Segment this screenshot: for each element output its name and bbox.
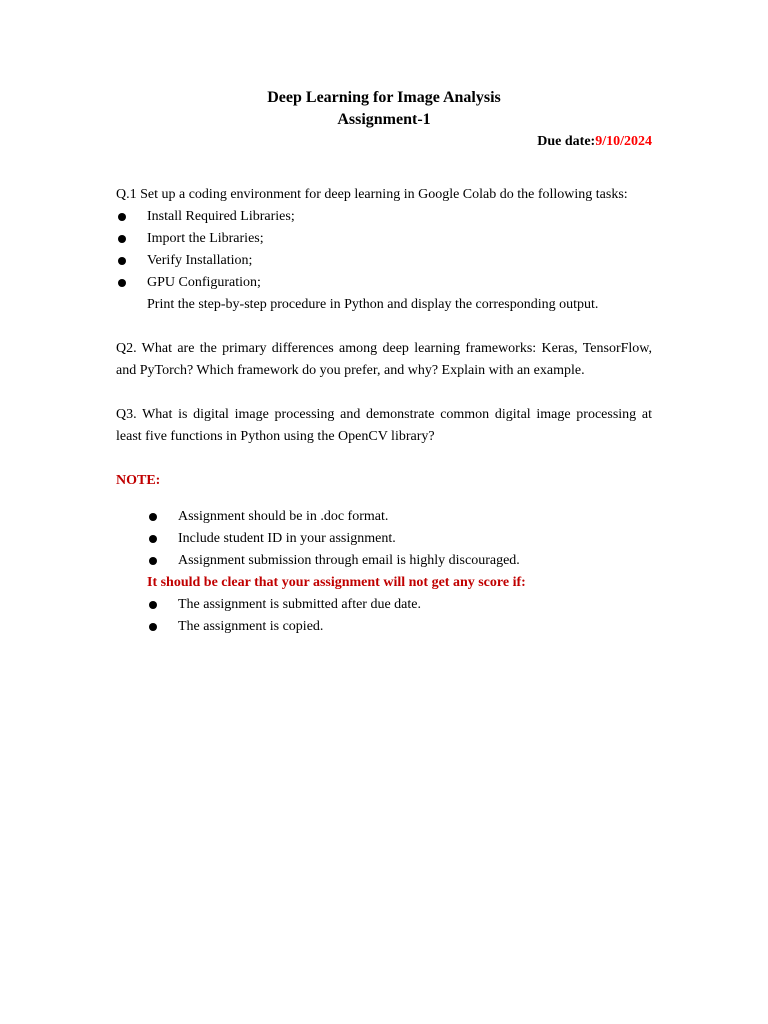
- penalty-list: [147, 594, 652, 638]
- list-item: [116, 206, 652, 228]
- note-block: [116, 506, 652, 638]
- due-date-value: 9/10/2024: [595, 134, 652, 149]
- list-item: [147, 594, 652, 616]
- bullet-icon: [149, 623, 157, 631]
- question-3-text: Q3. What is digital image processing and demonstrate common digital image processing at least five functions in Python using the OpenCV library?: [116, 407, 652, 444]
- score-warning: It should be clear that your assignment will not get any score if:: [147, 575, 526, 590]
- document-title: Deep Learning for Image Analysis: [267, 89, 501, 106]
- list-item: [147, 506, 652, 528]
- task-install-libraries: Install Required Libraries;: [147, 209, 295, 224]
- note-heading: NOTE:: [116, 473, 161, 488]
- question-1-instruction: Print the step-by-step procedure in Python and display the corresponding output.: [147, 297, 599, 312]
- note-item-email-discouraged: Assignment submission through email is highly discouraged.: [178, 553, 520, 568]
- bullet-icon: [118, 279, 126, 287]
- penalty-item-copied: The assignment is copied.: [178, 619, 324, 634]
- bullet-icon: [118, 257, 126, 265]
- list-item: [116, 228, 652, 250]
- bullet-icon: [149, 601, 157, 609]
- assignment-number: Assignment-1: [337, 111, 431, 128]
- penalty-item-late: The assignment is submitted after due date.: [178, 597, 421, 612]
- task-verify-installation: Verify Installation;: [147, 253, 253, 268]
- list-item: [116, 272, 652, 294]
- list-item: [147, 550, 652, 572]
- bullet-icon: [149, 535, 157, 543]
- list-item: [147, 616, 652, 638]
- task-gpu-configuration: GPU Configuration;: [147, 275, 261, 290]
- due-date-label: Due date:: [537, 134, 596, 149]
- bullet-icon: [149, 557, 157, 565]
- bullet-icon: [118, 235, 126, 243]
- document-content: [116, 88, 652, 638]
- note-list: [147, 506, 652, 572]
- question-1-task-list: [116, 206, 652, 294]
- question-1-text: Q.1 Set up a coding environment for deep learning in Google Colab do the following tasks:: [116, 187, 628, 202]
- bullet-icon: [118, 213, 126, 221]
- note-item-student-id: Include student ID in your assignment.: [178, 531, 396, 546]
- task-import-libraries: Import the Libraries;: [147, 231, 264, 246]
- bullet-icon: [149, 513, 157, 521]
- question-2-text: Q2. What are the primary differences among deep learning frameworks: Keras, TensorFlow, and PyTorch? Which framework do you prefer, and why? Explain with an example.: [116, 341, 652, 378]
- list-item: [116, 250, 652, 272]
- list-item: [147, 528, 652, 550]
- due-date: [116, 132, 652, 152]
- note-item-doc-format: Assignment should be in .doc format.: [178, 509, 389, 524]
